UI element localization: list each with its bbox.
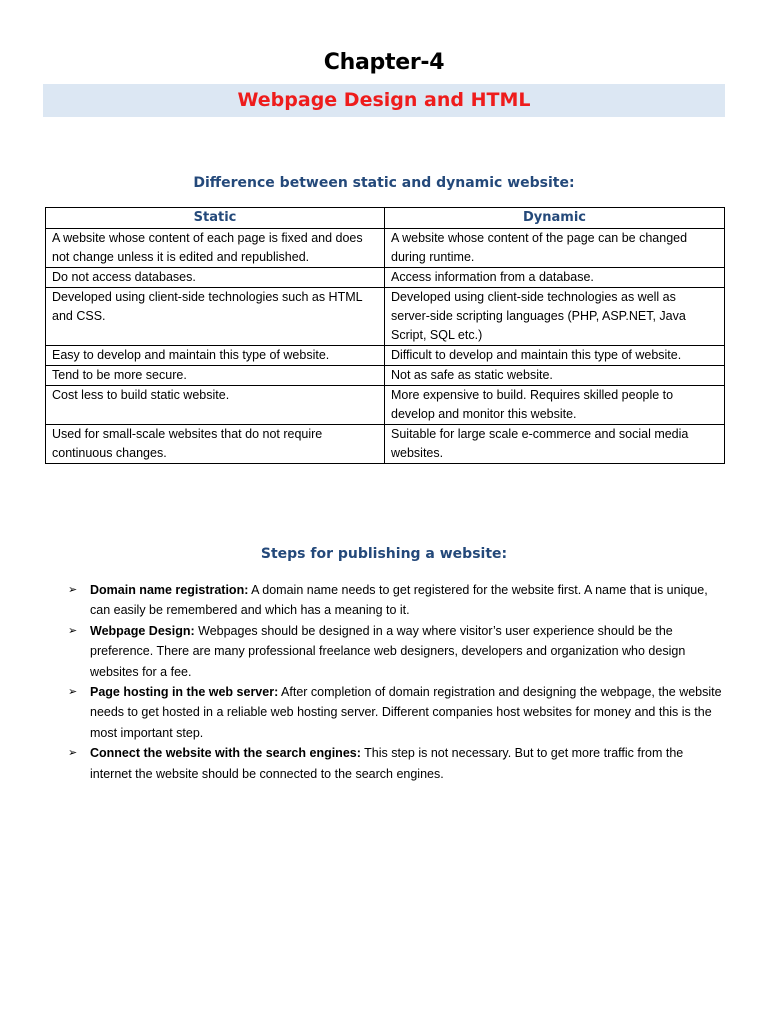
step-text: This step is not necessary. But to get more traffic from the internet the website should be connected to the search engines. — [90, 746, 684, 781]
cell-static: Used for small-scale websites that do not require continuous changes. — [46, 425, 385, 464]
list-item — [68, 682, 728, 743]
title-band — [43, 84, 725, 117]
cell-static: Cost less to build static website. — [46, 386, 385, 425]
steps-list — [68, 580, 728, 784]
cell-static: A website whose content of each page is fixed and does not change unless it is edited and republished. — [46, 229, 385, 268]
arrow-bullet-icon: ➢ — [68, 686, 78, 699]
comparison-table — [45, 207, 725, 464]
arrow-bullet-icon: ➢ — [68, 624, 78, 637]
cell-static: Do not access databases. — [46, 268, 385, 288]
table-row — [46, 366, 725, 386]
cell-dynamic: More expensive to build. Requires skilled people to develop and monitor this website. — [385, 386, 725, 425]
cell-static: Tend to be more secure. — [46, 366, 385, 386]
arrow-bullet-icon: ➢ — [68, 584, 78, 596]
step-term: Connect the website with the search engines: — [90, 746, 361, 761]
table-row — [46, 268, 725, 288]
step-text: Webpages should be designed in a way where visitor’s user experience should be the preference. There are many professional freelance web designers, developers and organization who design websites for a fee. — [90, 623, 686, 679]
header-static: Static — [46, 208, 385, 229]
steps-heading: Steps for publishing a website: — [260, 546, 508, 562]
page-title: Webpage Design and HTML — [237, 89, 531, 111]
table-header-row — [46, 208, 725, 229]
arrow-bullet-icon: ➢ — [68, 747, 78, 760]
cell-dynamic: Suitable for large scale e-commerce and social media websites. — [385, 425, 725, 464]
table-row — [46, 386, 725, 425]
cell-dynamic: Access information from a database. — [385, 268, 725, 288]
list-item — [68, 580, 728, 621]
step-term: Domain name registration: — [90, 583, 249, 597]
table-row — [46, 229, 725, 268]
chapter-heading: Chapter-4 — [323, 50, 445, 75]
header-dynamic: Dynamic — [385, 208, 725, 229]
cell-static: Easy to develop and maintain this type of website. — [46, 346, 385, 366]
table-row — [46, 288, 725, 346]
table-row — [46, 425, 725, 464]
step-term: Page hosting in the web server: — [90, 685, 279, 700]
cell-dynamic: Developed using client-side technologies as well as server-side scripting languages (PHP, ASP.NET, Java Script, SQL etc.) — [385, 288, 725, 346]
step-text: A domain name needs to get registered for the website first. A name that is unique, can easily be remembered and which has a meaning to it. — [90, 583, 708, 618]
comparison-heading: Difference between static and dynamic website: — [193, 175, 575, 191]
cell-dynamic: A website whose content of the page can be changed during runtime. — [385, 229, 725, 268]
cell-static: Developed using client-side technologies such as HTML and CSS. — [46, 288, 385, 346]
cell-dynamic: Difficult to develop and maintain this type of website. — [385, 346, 725, 366]
list-item — [68, 621, 728, 682]
step-text: After completion of domain registration and designing the webpage, the website needs to get hosted in a reliable web hosting server. Different companies host websites for money and this is the most important step. — [90, 685, 722, 740]
list-item — [68, 743, 728, 784]
step-term: Webpage Design: — [90, 623, 195, 638]
cell-dynamic: Not as safe as static website. — [385, 366, 725, 386]
table-row — [46, 346, 725, 366]
